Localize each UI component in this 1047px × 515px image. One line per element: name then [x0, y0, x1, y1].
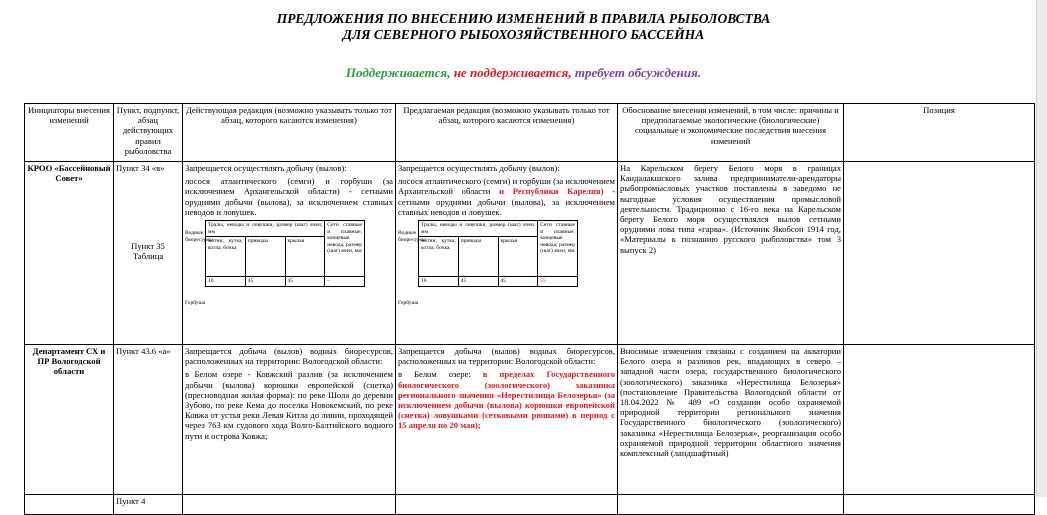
row2-position	[844, 345, 1035, 495]
row1-current	[183, 162, 396, 345]
header-current-edition: Действующая редакция (возможно указывать только тот абзац, которого касаются изменения)	[183, 104, 396, 162]
status-legend	[0, 65, 1047, 81]
document-title-line-2: ДЛЯ СЕВЕРНОГО РЫБОХОЗЯЙСТВЕННОГО БАССЕЙНА	[342, 27, 705, 42]
row2-current-p2: в Белом озере - Ковжский разлив (за исключением добычи (вылова) корюшки европейской (снетка) (пресноводная жилая форма): по реке Шола до деревни Зубово, по реке Кема до поселка Новокемский, по реке Ковжа от устья реки Левая Китла до линии, проходящей через 763 км судового хода Волго-Балтийского водного пути и острова Ковжа;	[185, 369, 393, 441]
table-row	[25, 345, 1035, 495]
subtable-cell: 45	[285, 277, 325, 287]
legend-not-supported: не поддерживается,	[453, 65, 572, 80]
header-position: Позиция	[844, 104, 1035, 162]
subtable-group-header: Тралы, неводы и ловушки, размер (шаг) ячеи, мм	[206, 221, 325, 237]
header-proposed-edition: Предлагаемая редакция (возможно указывать только тот абзац, которого касаются изменения)	[396, 104, 618, 162]
subtable-nets-header: Сети ставные и плавные, концевые невода, размер (шаг) ячеи, мм	[325, 221, 365, 277]
subtable-rowlabel-header: Водные биоресурсы	[185, 230, 213, 243]
subtable-cell: 45	[458, 277, 498, 287]
table-row	[25, 162, 1035, 345]
subtable-cell: 16	[206, 277, 246, 287]
row2-justification: Вносимые изменения связаны с созданием на акватории Белого озера и разливов рек, впадающих в северо – западной части озера, государственного биологического (зоологического) заказника «Нерестилища Белозерья» (постановление Правительства Вологодской области от 18.04.2022 № 489 «О создании особо охраняемой природной территории регионального значения Государственного биологического (зоологического) заказника «Нерестилища Белозерья», реорганизация особо охраняемой природной территории областного значения комплексный (ландшафтный)	[618, 345, 844, 495]
row1-current-p1: Запрещается осуществлять добычу (вылов):	[185, 163, 347, 173]
row2-proposed-p2: в Белом озере: в пределах Государственного биологического (зоологического) заказника регионального значения «Нерестилища Белозерья» (за исключением добычи (вылова) корюшки европейской (снетка) ловушками (сетковыми рюшами) в период с 15 апреля по 20 мая);	[398, 369, 616, 431]
header-point: Пункт, подпункт, абзац действующих правил рыболовства	[114, 104, 183, 162]
row2-current-p1: Запрещается добыча (вылов) водных биоресурсов, расположенных на территории: Вологодской области:	[185, 346, 393, 367]
row1-proposed-subtable: Водные биоресурсы Горбуша Тралы, неводы и ловушки, размер (шаг) ячеи, мм Сети ставные и плавные, концевые невода, размер (шаг) ячеи, мм мотни, кутка, котла, бочка приводы крылья 16 45 45 55	[398, 220, 615, 287]
row1-points	[114, 162, 183, 345]
proposals-table	[24, 103, 1035, 515]
row1-proposed-p1: Запрещается осуществлять добычу (вылов):	[398, 163, 560, 173]
subtable-cell: 45	[498, 277, 538, 287]
row2-proposed-p1: Запрещается добыча (вылов) водных биоресурсов, расположенных на территории: Вологодской области:	[398, 346, 615, 367]
row1-point-b: Пункт 35 Таблица	[131, 241, 165, 262]
header-initiators: Инициаторы внесения изменений	[25, 104, 114, 162]
table-header-row	[25, 104, 1035, 162]
subtable-col-a: мотни, кутка, котла, бочка	[206, 237, 246, 277]
subtable-row-label: Горбуша	[185, 300, 206, 307]
subtable-new-value: 55	[538, 277, 578, 287]
subtable-cell: 45	[245, 277, 285, 287]
row1-current-subtable	[185, 220, 393, 307]
row2-proposed	[396, 345, 618, 495]
document-title-line-1: ПРЕДЛОЖЕНИЯ ПО ВНЕСЕНИЮ ИЗМЕНЕНИЙ В ПРАВИЛА РЫБОЛОВСТВА	[276, 11, 771, 26]
row1-point-a: Пункт 34 «в»	[116, 163, 165, 173]
row3-point: Пункт 4	[114, 495, 183, 515]
table-row	[25, 495, 1035, 515]
subtable-col-c: крылья	[285, 237, 325, 277]
legend-supported: Поддерживается,	[345, 65, 451, 80]
legend-discuss: требует обсуждения.	[574, 65, 702, 80]
row1-justification: На Карельском берегу Белого моря в границах Кандалакшского залива предприниматели-арендаторы рыбопромысловых участков поставлены в заведомо не выгодные условия осуществления промысловой деятельности. Традиционно с 16-го века на Карельском берегу Белого моря осуществлялся вылов сетными орудиями лова типа «гарва». (Источник Якобсон 1914 год, «Материалы к познанию русского рыболовства» том 3 выпуск 2)	[618, 162, 844, 345]
proposed-insertion: в пределах Государственного биологического (зоологического) заказника регионального значения «Нерестилища Белозерья» (за исключением добычи (вылова) корюшки европейской (снетка) ловушками (сетковыми рюшами) в период с 15 апреля по 20 мая);	[398, 369, 616, 431]
subtable-col-b: приводы	[245, 237, 285, 277]
row2-initiator: Департамент СХ и ПР Вологодской области	[25, 345, 114, 495]
row1-position	[844, 162, 1035, 345]
subtable-cell: 16	[419, 277, 459, 287]
row2-current	[183, 345, 396, 495]
row1-initiator: КРОО «Бассейновый Совет»	[25, 162, 114, 345]
row1-current-p2: лосося атлантического (семги) и горбуши (за исключением Архангельской области) - сетными орудиями добычи (вылова), за исключением ставных неводов и ловушек.	[185, 176, 393, 217]
subtable-cell: -	[325, 277, 365, 287]
row1-proposed-p2: лосося атлантического (семги) и горбуши (за исключением Архангельской области и Республики Карелия) - сетными орудиями добычи (вылова), за исключением ставных неводов и ловушек.	[398, 176, 615, 217]
proposed-insertion: и Республики Карелия	[499, 186, 601, 197]
header-justification: Обоснование внесения изменений, в том числе: причины и предполагаемые экологические (биологические) социальные и экономические последствия внесения изменений	[618, 104, 844, 162]
row2-point: Пункт 43.6 «а»	[114, 345, 183, 495]
row1-proposed	[396, 162, 618, 345]
